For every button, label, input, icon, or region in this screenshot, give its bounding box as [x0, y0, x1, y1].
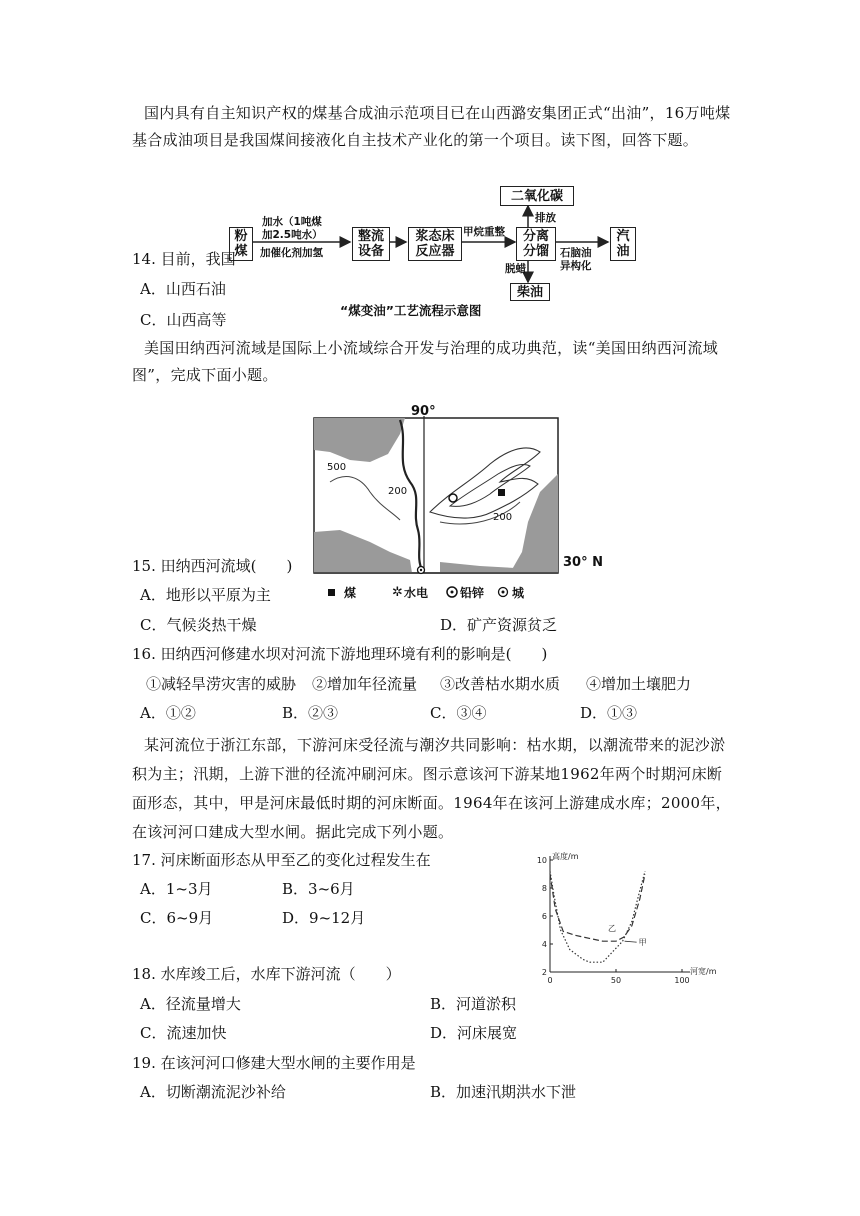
question-18-option-b: B．河道淤积: [430, 995, 517, 1013]
contour-200-label-east: 200: [493, 512, 513, 523]
slurry-reactor-box: 浆态床 反应器: [408, 227, 462, 261]
question-18-option-d: D．河床展宽: [430, 1024, 518, 1042]
intro-paragraph-3: 某河流位于浙江东部，下游河床受径流与潮汐共同影响：枯水期，以潮流带来的泥沙淤积为主；汛期，上游下泄的径流冲刷河床。图示意该河下游某地1962年两个时期河床断面形态，其中，甲是河床最低时期的河床断面。1964年在该河上游建成水库；2000年，在该河河口建成大型水闸。据此完成下列小题。: [132, 736, 731, 841]
question-16-option-c: C．③④: [430, 704, 487, 722]
flowchart-caption: “煤变油”工艺流程示意图: [340, 303, 482, 318]
question-18-option-c: C．流速加快: [140, 1024, 227, 1042]
coal-symbol: [498, 489, 505, 496]
question-16-item-4: ④增加土壤肥力: [586, 675, 692, 693]
longitude-label: 90°: [411, 404, 436, 419]
question-16-item-3: ③改善枯水期水质: [440, 675, 561, 693]
question-18-stem: 18. 水库竣工后，水库下游河流（ ）: [132, 965, 401, 983]
co2-box: 二氧化碳: [500, 186, 574, 206]
series-label: 甲: [638, 938, 647, 948]
emit-label: 排放: [535, 212, 556, 224]
question-16-stem: 16. 田纳西河修建水坝对河流下游地理环境有利的影响是( ): [132, 645, 548, 663]
x-axis-label: 河宽/m: [690, 967, 717, 976]
map-graphic: [300, 402, 630, 612]
question-16-option-d: D．①③: [580, 704, 638, 722]
question-14-option-a: A．山西石油: [140, 280, 226, 298]
svg-text:✲: ✲: [392, 585, 403, 600]
question-19-stem: 19. 在该河河口修建大型水闸的主要作用是: [132, 1054, 416, 1072]
series-line-yi: [550, 874, 645, 941]
legend-hydro-label: 水电: [404, 586, 429, 600]
x-tick-label: 0: [547, 976, 553, 985]
question-17-option-b: B．3~6月: [282, 880, 355, 898]
question-19-option-a: A．切断潮流泥沙补给: [140, 1083, 286, 1101]
y-tick-label: 10: [536, 856, 547, 865]
intro-paragraph-1: 国内具有自主知识产权的煤基合成油示范项目已在山西潞安集团正式“出油”，16万吨煤基合成油项目是我国煤间接液化自主技术产业化的第一个项目。读下图，回答下题。: [132, 104, 731, 149]
separation-box: 分离 分馏: [516, 227, 556, 261]
y-tick-label: 8: [541, 884, 547, 893]
flowchart-arrows: [0, 0, 860, 330]
legend-city-label: 城: [512, 586, 525, 600]
question-17-option-c: C．6~9月: [140, 909, 214, 927]
contour-200-label-west: 200: [388, 486, 408, 497]
intro-paragraph-2: 美国田纳西河流域是国际上小流域综合开发与治理的成功典范，读“美国田纳西河流域图”，完成下面小题。: [132, 339, 719, 384]
chart-svg: [520, 846, 720, 986]
question-16-option-a: A．①②: [140, 704, 196, 722]
question-15-option-a: A．地形以平原为主: [140, 586, 271, 604]
question-17-option-a: A．1~3月: [140, 880, 213, 898]
question-15-stem: 15. 田纳西河流域( ): [132, 557, 293, 575]
isomerization-label: 石脑油 异构化: [560, 247, 592, 272]
dewax-label: 脱蜡: [505, 263, 526, 275]
question-16-item-2: ②增加年径流量: [312, 675, 418, 693]
catalyst-label: 加催化剂加氢: [260, 247, 323, 259]
methane-label: 甲烷重整: [463, 226, 505, 238]
lead-zinc-symbol: [449, 494, 457, 502]
question-18-option-a: A．径流量增大: [140, 995, 241, 1013]
y-tick-label: 2: [541, 968, 547, 977]
y-axis-label: 高度/m: [552, 852, 579, 861]
series-label: 乙: [608, 924, 616, 934]
question-16-item-1: ①减轻旱涝灾害的威胁: [146, 675, 297, 693]
add-water-label: 加水（1吨煤 加2.5吨水）: [262, 216, 323, 241]
latitude-label: 30° N: [563, 555, 603, 570]
question-17-option-d: D．9~12月: [282, 909, 366, 927]
question-15-option-d: D．矿产资源贫乏: [440, 616, 558, 634]
question-17-stem: 17. 河床断面形态从甲至乙的变化过程发生在: [132, 851, 431, 869]
contour-500-label: 500: [327, 462, 347, 473]
rectifier-box: 整流 设备: [352, 227, 390, 261]
series-label-leader: [625, 941, 637, 942]
y-tick-label: 6: [541, 912, 547, 921]
coal-powder-box: 粉 煤: [229, 227, 253, 261]
series-line-jia: [550, 871, 645, 962]
diesel-box: 柴油: [510, 283, 550, 301]
gasoline-box: 汽 油: [610, 227, 636, 261]
question-14-option-c: C．山西高等: [140, 311, 227, 329]
question-14-stem: 14. 目前，我国: [132, 250, 236, 268]
x-tick-label: 50: [610, 976, 622, 985]
legend-coal-label: 煤: [344, 586, 357, 600]
legend-pbzn-label: 铅锌: [460, 586, 485, 600]
question-19-option-b: B．加速汛期洪水下泄: [430, 1083, 577, 1101]
x-tick-label: 100: [674, 976, 690, 985]
question-16-option-b: B．②③: [282, 704, 339, 722]
y-tick-label: 4: [541, 940, 547, 949]
question-15-option-c: C．气候炎热干燥: [140, 616, 257, 634]
